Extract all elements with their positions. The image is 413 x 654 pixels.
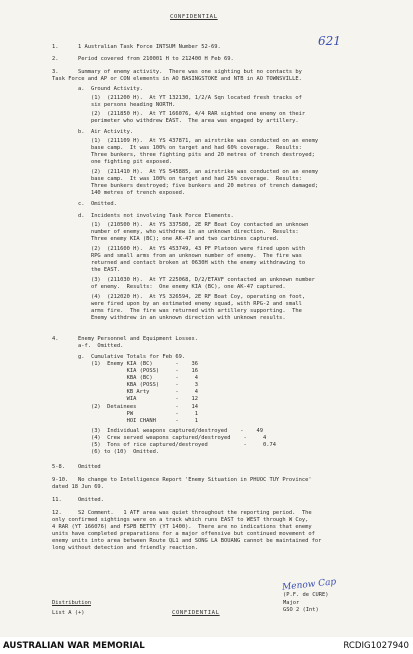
body-line: (2) (211850 H). At YT 166076, 4/4 RAR sighted one enemy on their <box>52 111 306 117</box>
body-line: KBA (BC) - 4 <box>52 375 199 381</box>
classification-footer: CONFIDENTIAL <box>172 610 220 616</box>
body-line: Task Force and AP or CON elements in AO BASINGSTOKE and NTB in AO TOWNSVILLE. <box>52 76 302 82</box>
body-line: base camp. It was 100% on target and had 60% coverage. Results: <box>52 145 302 151</box>
body-line: 9-10. No change to Intelligence Report 'Enemy Situation in PHUOC TUY Province' <box>52 477 312 483</box>
body-line: were fired upon by an estimated enemy squad, with RPG-2 and small <box>52 301 302 307</box>
body-line: (4) Crew served weapons captured/destroyed - 4 <box>52 435 267 441</box>
signatory-name: (P.F. de CURE) <box>283 592 329 598</box>
body-line: the EAST. <box>52 267 121 273</box>
body-line: arms fire. The fire was returned with artillery supporting. The <box>52 308 302 314</box>
body-line: (3) (211030 H). At YT 225068, D/2/ETAVF contacted an unknown number <box>52 277 315 283</box>
body-line: 140 metres of trench exposed. <box>52 190 186 196</box>
body-line: units have completed preparations for a major offensive but continued movement of <box>52 531 315 537</box>
body-line: (4) (212020 H). At YS 326594, 2E RF Boat Coy, operating on foot, <box>52 294 306 300</box>
body-line: a-f. Omitted. <box>52 343 124 349</box>
body-line: perimeter who withdrew EAST. The area was engaged by artillery. <box>52 118 299 124</box>
distribution-list: List A (+) <box>52 610 85 616</box>
body-line: returned and contact broken at 0630H with the enemy withdrawing to <box>52 260 306 266</box>
body-line: a. Ground Activity. <box>52 86 143 92</box>
archive-name: AUSTRALIAN WAR MEMORIAL <box>3 641 145 651</box>
body-line: six persons heading NORTH. <box>52 102 176 108</box>
signatory-rank: Major <box>283 600 300 606</box>
body-line: Enemy withdrew in an unknown direction with unknown results. <box>52 315 286 321</box>
body-line: (3) Individual weapons captured/destroyed - 49 <box>52 428 263 434</box>
body-line: Three bunkers, three fighting pits and 20 metres of trench destroyed; <box>52 152 315 158</box>
body-line: KBA (POSS) - 3 <box>52 382 199 388</box>
handwritten-reference-number: 621 <box>318 34 341 48</box>
body-line: (2) (211410 H). At YS 545885, an airstrike was conducted on an enemy <box>52 169 319 175</box>
body-line: Three bunkers destroyed; five bunkers and 20 metres of trench damaged; <box>52 183 319 189</box>
body-line: c. Omitted. <box>52 201 117 207</box>
body-line: number of enemy, who withdrew in an unknown direction. Results: <box>52 229 299 235</box>
body-line: enemy units into area between Route QL1 and SONG LA BOUANG cannot be maintained for <box>52 538 322 544</box>
handwritten-signature: Menow Cap <box>281 577 337 593</box>
body-line: base camp. It was 100% on target and had 25% coverage. Results: <box>52 176 302 182</box>
body-line: d. Incidents not involving Task Force Elements. <box>52 213 234 219</box>
body-line: 12. S2 Comment. 1 ATF area was quiet throughout the reporting period. The <box>52 510 312 516</box>
body-line: (1) (211200 H). At YT 132130, 1/2/A Sqn located fresh tracks of <box>52 95 302 101</box>
body-line: b. Air Activity. <box>52 129 134 135</box>
body-line: long without detection and friendly reaction. <box>52 545 199 551</box>
body-line: 11. Omitted. <box>52 497 104 503</box>
body-line: 5-8. Omitted <box>52 464 101 470</box>
body-line: KIA (POSS) - 16 <box>52 368 199 374</box>
body-line: RPG and small arms from an unknown number of enemy. The fire was <box>52 253 302 259</box>
body-line: (1) Enemy KIA (BC) - 36 <box>52 361 199 367</box>
body-line: (2) (211600 H). At YS 453749, 43 PF Platoon were fired upon with <box>52 246 306 252</box>
record-id: RCDIG1027940 <box>343 641 409 651</box>
body-line: (1) (211109 H). At YS 437871, an airstrike was conducted on an enemy <box>52 138 319 144</box>
body-line: 2. Period covered from 210001 H to 212400 H Feb 69. <box>52 56 234 62</box>
body-line: WIA - 12 <box>52 396 199 402</box>
body-line: 4 RAR (YT 166076) and FSPB BETTY (YT 1400). There are no indications that enemy <box>52 524 312 530</box>
body-line: Three enemy KIA (BC); one AK-47 and two carbines captured. <box>52 236 280 242</box>
body-line: (1) (210500 H). At YS 337580, 2E RF Boat Coy contacted an unknown <box>52 222 309 228</box>
body-line: 1. 1 Australian Task Force INTSUM Number 52-69. <box>52 44 221 50</box>
body-line: g. Cumulative Totals for Feb 69. <box>52 354 186 360</box>
distribution-label: Distribution <box>52 600 91 606</box>
body-line: (2) Detainees - 14 <box>52 404 199 410</box>
body-line: PW - 1 <box>52 411 199 417</box>
body-line: (6) to (10) Omitted. <box>52 449 160 455</box>
body-line: one fighting pit exposed. <box>52 159 173 165</box>
body-line: (5) Tons of rice captured/destroyed - 0.74 <box>52 442 276 448</box>
body-line: dated 18 Jun 69. <box>52 484 104 490</box>
classification-header: CONFIDENTIAL <box>170 14 218 20</box>
body-line: of enemy. Results: One enemy KIA (BC), one AK-47 captured. <box>52 284 286 290</box>
body-line: HOI CHANH - 1 <box>52 418 199 424</box>
body-line: KB Arty - 4 <box>52 389 199 395</box>
body-line: only confirmed sightings were on a track which runs EAST to WEST through W Coy, <box>52 517 309 523</box>
body-line: 4. Enemy Personnel and Equipment Losses. <box>52 336 199 342</box>
body-line: 3. Summary of enemy activity. There was one sighting but no contacts by <box>52 69 302 75</box>
signatory-position: GSO 2 (Int) <box>283 607 319 613</box>
archive-footer <box>0 637 413 654</box>
